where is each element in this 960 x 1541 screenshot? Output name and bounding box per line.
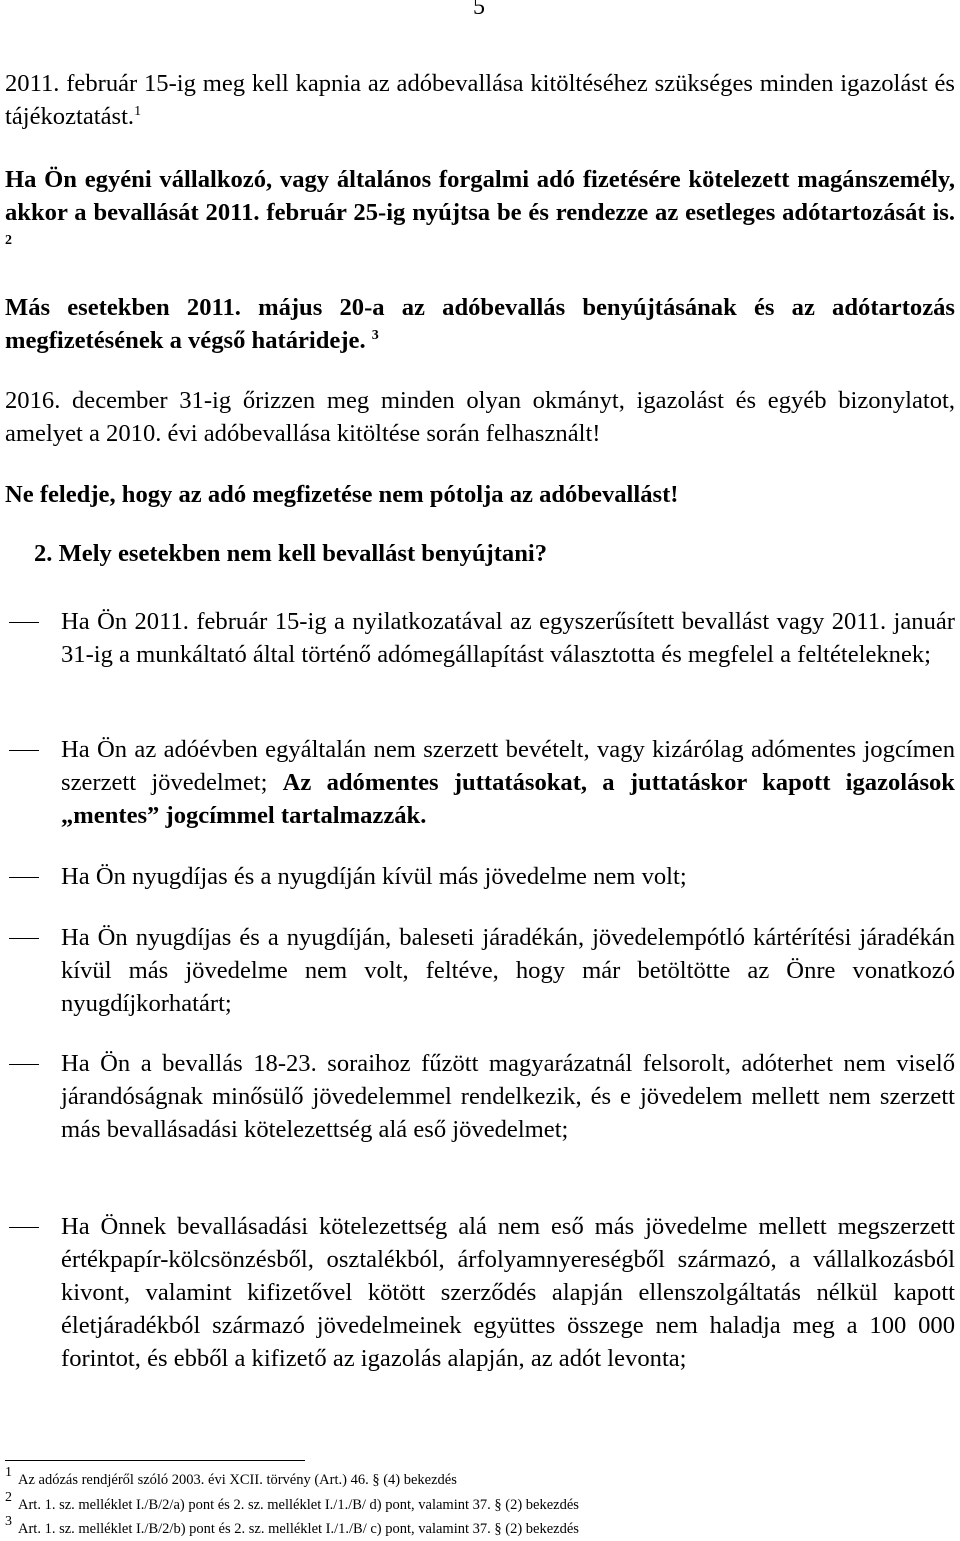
list-item-text [61,733,955,832]
paragraph-text: Más esetekben 2011. május 20-a az adóbevallás benyújtásának és az adótartozás megfizetésének a végső határideje. [5,294,955,354]
footnote [5,1465,457,1489]
list-item [5,1210,955,1375]
footnote-text: Art. 1. sz. melléklet I./B/2/b) pont és 2. sz. melléklet I./1./B/ c) pont, valamint 37. § (2) bekezdés [18,1521,579,1537]
list-item [5,921,955,1020]
list-item-text: Ha Ön a bevallás 18-23. soraihoz fűzött magyarázatnál felsorolt, adóterhet nem viselő járandóságnak minősülő jövedelemmel rendelkezik, és e jövedelem mellett nem szerzett más bevallásadási kötelezettség alá eső jövedelmet; [61,1050,955,1143]
footnote-text: Art. 1. sz. melléklet I./B/2/a) pont és 2. sz. melléklet I./1./B/ d) pont, valamint 37. § (2) bekezdés [18,1497,579,1513]
paragraph-text: 2011. február 15-ig meg kell kapnia az adóbevallása kitöltéséhez szükséges minden igazolást és tájékoztatást. [5,70,955,130]
footnote-text: Az adózás rendjéről szóló 2003. évi XCII. törvény (Art.) 46. § (4) bekezdés [18,1472,457,1488]
list-item-text: Ha Ön 2011. február 15-ig a nyilatkozatával az egyszerűsített bevallást vagy 2011. január 31-ig a munkáltató által történő adómegállapítást választotta és megfelel a feltételeknek; [61,608,955,668]
list-item [5,860,955,893]
footnote [5,1490,579,1514]
paragraph-record-keeping: 2016. december 31-ig őrizzen meg minden olyan okmányt, igazolást és egyéb bizonylatot, amelyet a 2010. évi adóbevallása kitöltése során felhasznált! [5,387,955,447]
paragraph-document-deadline [5,67,955,133]
footnote-ref: 3 [371,327,379,343]
footnote-separator [5,1460,305,1461]
list-item-text: Ha Önnek bevallásadási kötelezettség alá nem eső más jövedelme mellett megszerzett értékpapír-kölcsönzésből, osztalékból, árfolyamnyereségből származó, a vállalkozásból kivont, valamint kifizetővel kötött szerződés alapján ellenszolgáltatás nélkül kapott életjáradékból származó jövedelmeinek együttes összege nem haladja meg a 100 000 forintot, és ebből a kifizető az igazolás alapján, az adót levonta; [61,1213,955,1372]
footnote-ref: 1 [134,103,142,119]
list-item-text-bold: Az adómentes juttatásokat, a juttatáskor kapott igazolások „mentes” jogcímmel tartalmazzák. [61,769,955,829]
paragraph-entrepreneur-deadline [5,163,955,262]
list-item [5,733,955,832]
page-number: 5 [473,0,485,20]
paragraph-text: Ha Ön egyéni vállalkozó, vagy általános forgalmi adó fizetésére kötelezett magánszemély, akkor a bevallását 2011. február 25-ig nyújtsa be és rendezze az esetleges adótartozását is. [5,166,955,226]
list-item [5,605,955,671]
footnote-number: 2 [5,1490,12,1505]
paragraph-general-deadline [5,291,955,357]
paragraph-reminder: Ne feledje, hogy az adó megfizetése nem pótolja az adóbevallást! [5,481,679,508]
list-item-text: Ha Ön nyugdíjas és a nyugdíján, baleseti járadékán, jövedelempótló kártérítési járadékán kívül más jövedelme nem volt, feltéve, hogy már betöltötte az Önre vonatkozó nyugdíjkorhatárt; [61,924,955,1017]
footnote-ref: 2 [5,232,12,248]
list-item-text: Ha Ön nyugdíjas és a nyugdíján kívül más jövedelme nem volt; [61,863,687,890]
section-heading: 2. Mely esetekben nem kell bevallást benyújtani? [34,540,548,567]
footnote-number: 3 [5,1514,12,1529]
list-item-text-normal: Ha Ön az adóévben egyáltalán nem szerzett bevételt, vagy kizárólag adómentes jogcímen szerzett jövedelmet; [61,736,955,796]
footnote-number: 1 [5,1465,12,1480]
list-item [5,1047,955,1146]
footnote [5,1514,579,1538]
